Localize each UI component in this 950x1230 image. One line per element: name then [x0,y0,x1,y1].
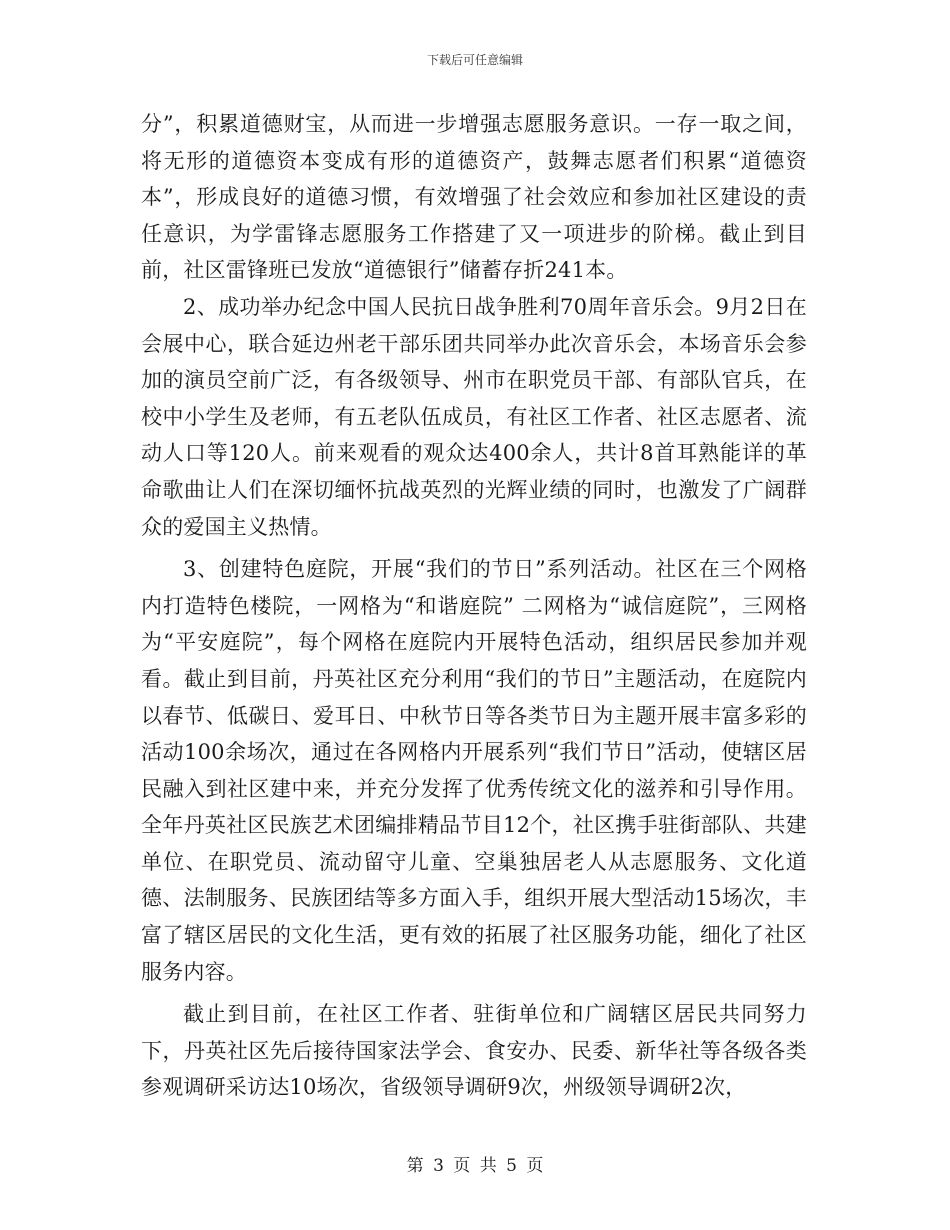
page-number: 第 3 页 共 5 页 [406,1156,544,1176]
paragraph-continuation: 分”，积累道德财宝，从而进一步增强志愿服务意识。一存一取之间，将无形的道德资本变成有形的道德资产，鼓舞志愿者们积累“道德资本”，形成良好的道德习惯，有效增强了社会效应和参加社区建设的责任意识，为学雷锋志愿服务工作搭建了又一项进步的阶梯。截止到目前，社区雷锋班已发放“道德银行”储蓄存折241本。 [141,112,807,283]
document-body [141,106,807,1106]
page-header: 下载后可任意编辑 [426,53,523,67]
paragraph-summary: 截止到目前，在社区工作者、驻街单位和广阔辖区居民共同努力下，丹英社区先后接待国家法学会、食安办、民委、新华社等各级各类参观调研采访达10场次，省级领导调研9次，州级领导调研2次， [141,1002,807,1100]
paragraph-item-3: 3、创建特色庭院，开展“我们的节日”系列活动。社区在三个网格内打造特色楼院，一网格为“和谐庭院” 二网格为“诚信庭院”，三网格为“平安庭院”，每个网格在庭院内开展特色活动，组织居民参加并观看。截止到目前，丹英社区充分利用“我们的节日”主题活动，在庭院内以春节、低碳日、爱耳日、中秋节日等各类节日为主题开展丰富多彩的活动100余场次，通过在各网格内开展系列“我们节日”活动，使辖区居民融入到社区建中来，并充分发挥了优秀传统文化的滋养和引导作用。全年丹英社区民族艺术团编排精品节目12个，社区携手驻街部队、共建单位、在职党员、流动留守儿童、空巢独居老人从志愿服务、文化道德、法制服务、民族团结等多方面入手，组织开展大型活动15场次，丰富了辖区居民的文化生活，更有效的拓展了社区服务功能，细化了社区服务内容。 [141,557,807,984]
paragraph-item-2: 2、成功举办纪念中国人民抗日战争胜利70周年音乐会。9月2日在会展中心，联合延边州老干部乐团共同举办此次音乐会，本场音乐会参加的演员空前广泛，有各级领导、州市在职党员干部、有部队官兵，在校中小学生及老师，有五老队伍成员，有社区工作者、社区志愿者、流动人口等120人。前来观看的观众达400余人，共计8首耳熟能详的革命歌曲让人们在深切缅怀抗战英烈的光辉业绩的同时，也激发了广阔群众的爱国主义热情。 [141,294,807,539]
